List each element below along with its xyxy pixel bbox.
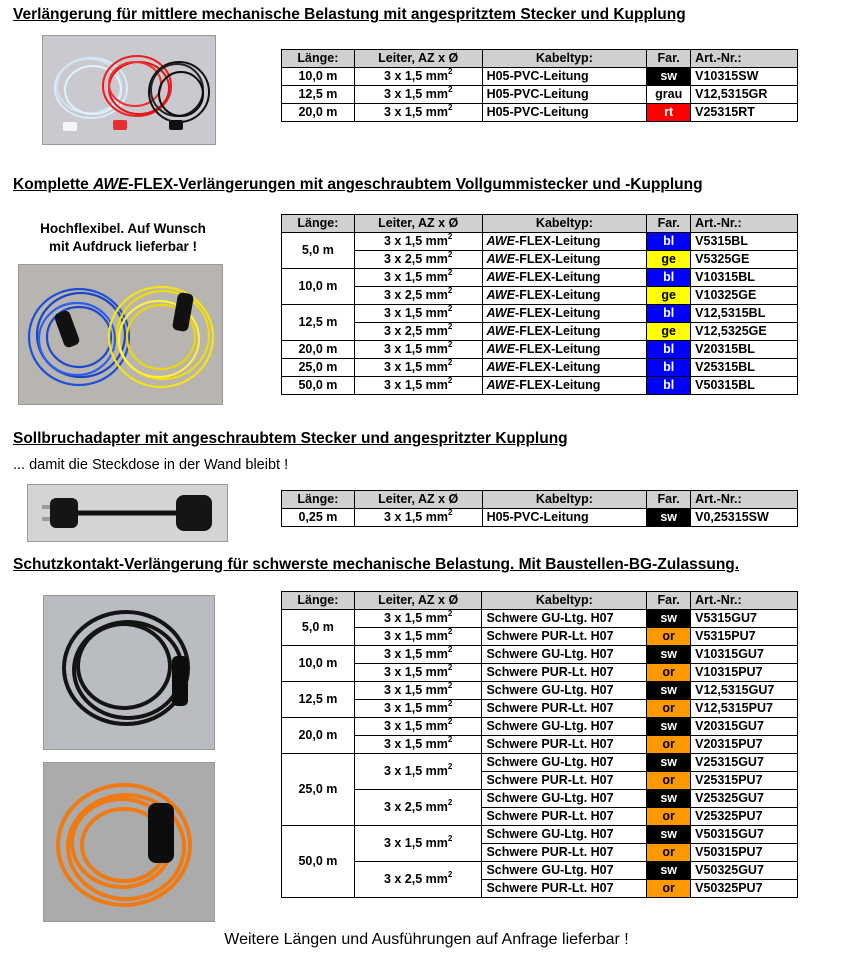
squared-superscript: 2 bbox=[447, 762, 453, 771]
table-row bbox=[282, 664, 798, 682]
length-cell: 50,0 m bbox=[282, 826, 355, 898]
cable-type-suffix: -FLEX-Leitung bbox=[515, 288, 601, 302]
awe-brand: AWE bbox=[486, 324, 516, 338]
color-code-badge: sw bbox=[647, 790, 691, 808]
section3-title: Sollbruchadapter mit angeschraubtem Stecker und angespritzter Kupplung bbox=[13, 430, 568, 447]
length-cell: 10,0 m bbox=[282, 269, 355, 305]
color-code-badge: or bbox=[647, 772, 691, 790]
leiter-value: 3 x 1,5 mm bbox=[383, 234, 448, 248]
color-code-badge: sw bbox=[647, 826, 691, 844]
table-row bbox=[282, 736, 798, 754]
squared-superscript: 2 bbox=[447, 232, 453, 241]
leiter-value: 3 x 1,5 mm bbox=[383, 719, 448, 733]
leiter-value: 3 x 1,5 mm bbox=[383, 306, 448, 320]
cable-type-cell: Schwere GU-Ltg. H07 bbox=[482, 610, 647, 628]
table-row bbox=[282, 700, 798, 718]
color-code-badge: bl bbox=[647, 377, 691, 395]
length-cell: 12,5 m bbox=[282, 682, 355, 718]
leiter-cell bbox=[354, 251, 482, 269]
table-header-row bbox=[282, 592, 798, 610]
article-number-cell: V5315GU7 bbox=[691, 610, 798, 628]
color-code-badge: or bbox=[647, 844, 691, 862]
cable-type-suffix: -FLEX-Leitung bbox=[515, 234, 601, 248]
orange-heavy-cable-icon bbox=[44, 763, 214, 921]
squared-superscript: 2 bbox=[447, 717, 453, 726]
col-header-farbe: Far. bbox=[647, 592, 691, 610]
leiter-value: 3 x 1,5 mm bbox=[384, 87, 448, 101]
color-code-badge: or bbox=[647, 736, 691, 754]
squared-superscript: 2 bbox=[447, 508, 453, 517]
section4-table bbox=[281, 591, 798, 898]
leiter-value: 3 x 1,5 mm bbox=[383, 737, 448, 751]
color-code-badge: sw bbox=[647, 509, 691, 527]
cable-type-cell: Schwere GU-Ltg. H07 bbox=[482, 682, 647, 700]
color-code-badge: sw bbox=[647, 682, 691, 700]
cable-reels-photo bbox=[42, 35, 216, 145]
section2-note bbox=[18, 220, 228, 256]
length-cell: 25,0 m bbox=[282, 359, 355, 377]
col-header-leiter: Leiter, AZ x Ø bbox=[354, 215, 482, 233]
table-row bbox=[282, 251, 798, 269]
article-number-cell: V50325GU7 bbox=[691, 862, 798, 880]
squared-superscript: 2 bbox=[447, 340, 453, 349]
length-cell: 25,0 m bbox=[282, 754, 355, 826]
article-number-cell: V50315BL bbox=[691, 377, 798, 395]
color-code-badge: ge bbox=[647, 287, 691, 305]
leiter-value: 3 x 1,5 mm bbox=[383, 629, 448, 643]
color-code-badge: bl bbox=[647, 341, 691, 359]
awe-brand: AWE bbox=[486, 360, 516, 374]
cable-type-cell bbox=[482, 323, 647, 341]
cable-type-cell bbox=[482, 233, 647, 251]
leiter-value: 3 x 1,5 mm bbox=[384, 510, 448, 524]
table-row bbox=[282, 86, 798, 104]
table-row bbox=[282, 646, 798, 664]
table-row bbox=[282, 628, 798, 646]
leiter-cell bbox=[354, 826, 482, 862]
cable-type-cell bbox=[482, 305, 647, 323]
article-number-cell: V5315PU7 bbox=[691, 628, 798, 646]
squared-superscript: 2 bbox=[447, 870, 453, 879]
color-code-badge: grau bbox=[647, 86, 691, 104]
leiter-cell bbox=[354, 104, 482, 122]
cable-type-cell: Schwere GU-Ltg. H07 bbox=[482, 646, 647, 664]
leiter-value: 3 x 2,5 mm bbox=[383, 800, 448, 814]
cable-type-suffix: -FLEX-Leitung bbox=[515, 360, 601, 374]
squared-superscript: 2 bbox=[447, 85, 453, 94]
cable-type-cell: Schwere GU-Ltg. H07 bbox=[482, 826, 647, 844]
table-row bbox=[282, 359, 798, 377]
adapter-photo bbox=[27, 484, 228, 542]
article-number-cell: V12,5315PU7 bbox=[691, 700, 798, 718]
leiter-cell bbox=[354, 341, 482, 359]
col-header-artnr: Art.-Nr.: bbox=[691, 215, 798, 233]
squared-superscript: 2 bbox=[447, 834, 453, 843]
squared-superscript: 2 bbox=[447, 103, 453, 112]
article-number-cell: V10315PU7 bbox=[691, 664, 798, 682]
cable-type-suffix: -FLEX-Leitung bbox=[515, 378, 601, 392]
squared-superscript: 2 bbox=[447, 798, 453, 807]
cable-type-cell: Schwere GU-Ltg. H07 bbox=[482, 862, 647, 880]
article-number-cell: V0,25315SW bbox=[691, 509, 798, 527]
heavy-cable-black-photo bbox=[43, 595, 215, 750]
col-header-kabeltyp: Kabeltyp: bbox=[482, 50, 647, 68]
leiter-cell bbox=[354, 700, 482, 718]
adapter-cable-icon bbox=[28, 485, 227, 541]
section4-title: Schutzkontakt-Verlängerung für schwerste mechanische Belastung. Mit Baustellen-BG-Zulassung. bbox=[13, 556, 740, 573]
article-number-cell: V25315BL bbox=[691, 359, 798, 377]
color-code-badge: bl bbox=[647, 359, 691, 377]
table-row bbox=[282, 377, 798, 395]
color-code-badge: bl bbox=[647, 233, 691, 251]
squared-superscript: 2 bbox=[447, 286, 453, 295]
length-cell: 12,5 m bbox=[282, 305, 355, 341]
col-header-leiter: Leiter, AZ x Ø bbox=[354, 50, 482, 68]
length-cell: 50,0 m bbox=[282, 377, 355, 395]
table-header-row bbox=[282, 491, 798, 509]
cable-type-cell: H05-PVC-Leitung bbox=[482, 509, 647, 527]
squared-superscript: 2 bbox=[447, 681, 453, 690]
article-number-cell: V12,5315BL bbox=[691, 305, 798, 323]
cable-type-cell: Schwere GU-Ltg. H07 bbox=[482, 754, 647, 772]
section3-table bbox=[281, 490, 798, 527]
table-header-row bbox=[282, 50, 798, 68]
leiter-cell bbox=[354, 754, 482, 790]
leiter-cell bbox=[354, 269, 482, 287]
table-row bbox=[282, 790, 798, 808]
color-code-badge: or bbox=[647, 700, 691, 718]
leiter-cell bbox=[354, 233, 482, 251]
article-number-cell: V25325GU7 bbox=[691, 790, 798, 808]
leiter-value: 3 x 2,5 mm bbox=[383, 288, 448, 302]
table-row bbox=[282, 862, 798, 880]
article-number-cell: V10315BL bbox=[691, 269, 798, 287]
leiter-cell bbox=[354, 664, 482, 682]
leiter-value: 3 x 1,5 mm bbox=[383, 360, 448, 374]
leiter-cell bbox=[354, 682, 482, 700]
leiter-cell bbox=[354, 86, 482, 104]
table-row bbox=[282, 341, 798, 359]
color-code-badge: or bbox=[647, 808, 691, 826]
squared-superscript: 2 bbox=[447, 268, 453, 277]
table-row bbox=[282, 682, 798, 700]
length-cell: 10,0 m bbox=[282, 68, 355, 86]
section2-title: Komplette AWE-FLEX-Verlängerungen mit angeschraubtem Vollgummistecker und -Kupplung bbox=[13, 176, 703, 193]
leiter-value: 3 x 2,5 mm bbox=[383, 252, 448, 266]
color-code-badge: bl bbox=[647, 305, 691, 323]
leiter-cell bbox=[354, 305, 482, 323]
cable-type-suffix: -FLEX-Leitung bbox=[515, 324, 601, 338]
section3-subtitle: ... damit die Steckdose in der Wand bleibt ! bbox=[13, 457, 289, 473]
leiter-value: 3 x 1,5 mm bbox=[383, 683, 448, 697]
squared-superscript: 2 bbox=[447, 250, 453, 259]
leiter-cell bbox=[354, 323, 482, 341]
color-code-badge: rt bbox=[647, 104, 691, 122]
col-header-kabeltyp: Kabeltyp: bbox=[482, 491, 647, 509]
leiter-cell bbox=[354, 790, 482, 826]
awe-brand: AWE bbox=[486, 288, 516, 302]
article-number-cell: V25315GU7 bbox=[691, 754, 798, 772]
cable-type-suffix: -FLEX-Leitung bbox=[515, 270, 601, 284]
length-cell: 5,0 m bbox=[282, 233, 355, 269]
cable-type-cell bbox=[482, 377, 647, 395]
table-row bbox=[282, 826, 798, 844]
table-row bbox=[282, 104, 798, 122]
awe-brand: AWE bbox=[486, 342, 516, 356]
article-number-cell: V10315GU7 bbox=[691, 646, 798, 664]
squared-superscript: 2 bbox=[447, 735, 453, 744]
article-number-cell: V20315PU7 bbox=[691, 736, 798, 754]
col-header-leiter: Leiter, AZ x Ø bbox=[354, 592, 482, 610]
cable-type-cell bbox=[482, 269, 647, 287]
cable-type-suffix: -FLEX-Leitung bbox=[515, 252, 601, 266]
blue-yellow-cables-icon bbox=[19, 265, 222, 404]
awe-brand: AWE bbox=[486, 270, 516, 284]
table-row bbox=[282, 754, 798, 772]
article-number-cell: V20315BL bbox=[691, 341, 798, 359]
leiter-cell bbox=[354, 718, 482, 736]
awe-brand: AWE bbox=[486, 234, 516, 248]
leiter-value: 3 x 1,5 mm bbox=[383, 836, 448, 850]
col-header-laenge: Länge: bbox=[282, 592, 355, 610]
length-cell: 20,0 m bbox=[282, 718, 355, 754]
cable-type-cell: H05-PVC-Leitung bbox=[482, 68, 647, 86]
cable-type-cell bbox=[482, 359, 647, 377]
article-number-cell: V10315SW bbox=[691, 68, 798, 86]
cable-type-cell: H05-PVC-Leitung bbox=[482, 86, 647, 104]
squared-superscript: 2 bbox=[447, 67, 453, 76]
leiter-value: 3 x 1,5 mm bbox=[383, 611, 448, 625]
article-number-cell: V50315PU7 bbox=[691, 844, 798, 862]
color-code-badge: or bbox=[647, 664, 691, 682]
col-header-artnr: Art.-Nr.: bbox=[691, 491, 798, 509]
col-header-laenge: Länge: bbox=[282, 50, 355, 68]
cable-type-cell: Schwere PUR-Lt. H07 bbox=[482, 772, 647, 790]
length-cell: 12,5 m bbox=[282, 86, 355, 104]
leiter-cell bbox=[354, 287, 482, 305]
section1-table bbox=[281, 49, 798, 122]
cable-reels-icon bbox=[43, 36, 215, 144]
table-row bbox=[282, 509, 798, 527]
cable-type-cell: Schwere PUR-Lt. H07 bbox=[482, 628, 647, 646]
color-code-badge: or bbox=[647, 628, 691, 646]
leiter-value: 3 x 1,5 mm bbox=[384, 105, 448, 119]
table-row bbox=[282, 305, 798, 323]
col-header-leiter: Leiter, AZ x Ø bbox=[354, 491, 482, 509]
length-cell: 20,0 m bbox=[282, 104, 355, 122]
cable-type-cell bbox=[482, 287, 647, 305]
col-header-kabeltyp: Kabeltyp: bbox=[482, 215, 647, 233]
squared-superscript: 2 bbox=[447, 645, 453, 654]
article-number-cell: V12,5325GE bbox=[691, 323, 798, 341]
squared-superscript: 2 bbox=[447, 304, 453, 313]
article-number-cell: V50325PU7 bbox=[691, 880, 798, 898]
squared-superscript: 2 bbox=[447, 627, 453, 636]
article-number-cell: V25315RT bbox=[691, 104, 798, 122]
col-header-laenge: Länge: bbox=[282, 491, 355, 509]
note-line-2: mit Aufdruck lieferbar ! bbox=[48, 239, 198, 254]
heavy-cable-orange-photo bbox=[43, 762, 215, 922]
color-code-badge: sw bbox=[647, 754, 691, 772]
length-cell: 5,0 m bbox=[282, 610, 355, 646]
leiter-value: 3 x 1,5 mm bbox=[383, 378, 448, 392]
article-number-cell: V5315BL bbox=[691, 233, 798, 251]
article-number-cell: V50315GU7 bbox=[691, 826, 798, 844]
flex-cables-photo bbox=[18, 264, 223, 405]
cable-type-cell: Schwere PUR-Lt. H07 bbox=[482, 700, 647, 718]
cable-type-cell: Schwere PUR-Lt. H07 bbox=[482, 736, 647, 754]
color-code-badge: or bbox=[647, 880, 691, 898]
leiter-cell bbox=[354, 736, 482, 754]
col-header-laenge: Länge: bbox=[282, 215, 355, 233]
cable-type-suffix: -FLEX-Leitung bbox=[515, 306, 601, 320]
leiter-value: 3 x 1,5 mm bbox=[383, 665, 448, 679]
article-number-cell: V12,5315GR bbox=[691, 86, 798, 104]
leiter-value: 3 x 1,5 mm bbox=[383, 647, 448, 661]
section1-title: Verlängerung für mittlere mechanische Belastung mit angespritztem Stecker und Kupplung bbox=[13, 6, 686, 23]
black-heavy-cable-icon bbox=[44, 596, 214, 749]
leiter-value: 3 x 1,5 mm bbox=[383, 270, 448, 284]
cable-type-cell: Schwere GU-Ltg. H07 bbox=[482, 718, 647, 736]
footer-note: Weitere Längen und Ausführungen auf Anfrage lieferbar ! bbox=[224, 931, 629, 948]
leiter-cell bbox=[354, 862, 482, 898]
table-row bbox=[282, 323, 798, 341]
cable-type-cell: Schwere PUR-Lt. H07 bbox=[482, 844, 647, 862]
awe-brand: AWE bbox=[486, 378, 516, 392]
cable-type-cell: Schwere PUR-Lt. H07 bbox=[482, 808, 647, 826]
table-row bbox=[282, 718, 798, 736]
leiter-cell bbox=[354, 359, 482, 377]
color-code-badge: sw bbox=[647, 862, 691, 880]
article-number-cell: V12,5315GU7 bbox=[691, 682, 798, 700]
squared-superscript: 2 bbox=[447, 699, 453, 708]
article-number-cell: V5325GE bbox=[691, 251, 798, 269]
table-row bbox=[282, 68, 798, 86]
leiter-value: 3 x 2,5 mm bbox=[383, 872, 448, 886]
leiter-cell bbox=[354, 68, 482, 86]
awe-brand: AWE bbox=[486, 306, 516, 320]
color-code-badge: ge bbox=[647, 251, 691, 269]
table-row bbox=[282, 287, 798, 305]
leiter-cell bbox=[354, 628, 482, 646]
article-number-cell: V20315GU7 bbox=[691, 718, 798, 736]
color-code-badge: ge bbox=[647, 323, 691, 341]
table-row bbox=[282, 233, 798, 251]
article-number-cell: V25325PU7 bbox=[691, 808, 798, 826]
cable-type-cell bbox=[482, 341, 647, 359]
col-header-kabeltyp: Kabeltyp: bbox=[482, 592, 647, 610]
table-row bbox=[282, 610, 798, 628]
cable-type-cell: Schwere PUR-Lt. H07 bbox=[482, 880, 647, 898]
squared-superscript: 2 bbox=[447, 663, 453, 672]
table-row bbox=[282, 269, 798, 287]
length-cell: 20,0 m bbox=[282, 341, 355, 359]
length-cell: 10,0 m bbox=[282, 646, 355, 682]
awe-brand: AWE bbox=[486, 252, 516, 266]
article-number-cell: V10325GE bbox=[691, 287, 798, 305]
color-code-badge: sw bbox=[647, 610, 691, 628]
leiter-value: 3 x 2,5 mm bbox=[383, 324, 448, 338]
col-header-artnr: Art.-Nr.: bbox=[691, 50, 798, 68]
squared-superscript: 2 bbox=[447, 609, 453, 618]
leiter-cell bbox=[354, 377, 482, 395]
leiter-value: 3 x 1,5 mm bbox=[383, 342, 448, 356]
cable-type-cell: Schwere PUR-Lt. H07 bbox=[482, 664, 647, 682]
col-header-artnr: Art.-Nr.: bbox=[691, 592, 798, 610]
leiter-cell bbox=[354, 509, 482, 527]
color-code-badge: sw bbox=[647, 646, 691, 664]
leiter-value: 3 x 1,5 mm bbox=[384, 69, 448, 83]
length-cell: 0,25 m bbox=[282, 509, 355, 527]
leiter-cell bbox=[354, 646, 482, 664]
cable-type-cell bbox=[482, 251, 647, 269]
leiter-value: 3 x 1,5 mm bbox=[383, 701, 448, 715]
cable-type-cell: Schwere GU-Ltg. H07 bbox=[482, 790, 647, 808]
table-header-row bbox=[282, 215, 798, 233]
color-code-badge: sw bbox=[647, 718, 691, 736]
squared-superscript: 2 bbox=[447, 376, 453, 385]
cable-type-suffix: -FLEX-Leitung bbox=[515, 342, 601, 356]
color-code-badge: sw bbox=[647, 68, 691, 86]
article-number-cell: V25315PU7 bbox=[691, 772, 798, 790]
cable-type-cell: H05-PVC-Leitung bbox=[482, 104, 647, 122]
leiter-value: 3 x 1,5 mm bbox=[383, 764, 448, 778]
col-header-farbe: Far. bbox=[647, 50, 691, 68]
squared-superscript: 2 bbox=[447, 358, 453, 367]
color-code-badge: bl bbox=[647, 269, 691, 287]
leiter-cell bbox=[354, 610, 482, 628]
col-header-farbe: Far. bbox=[647, 215, 691, 233]
note-line-1: Hochflexibel. Auf Wunsch bbox=[40, 221, 206, 236]
squared-superscript: 2 bbox=[447, 322, 453, 331]
col-header-farbe: Far. bbox=[647, 491, 691, 509]
section2-table bbox=[281, 214, 798, 395]
